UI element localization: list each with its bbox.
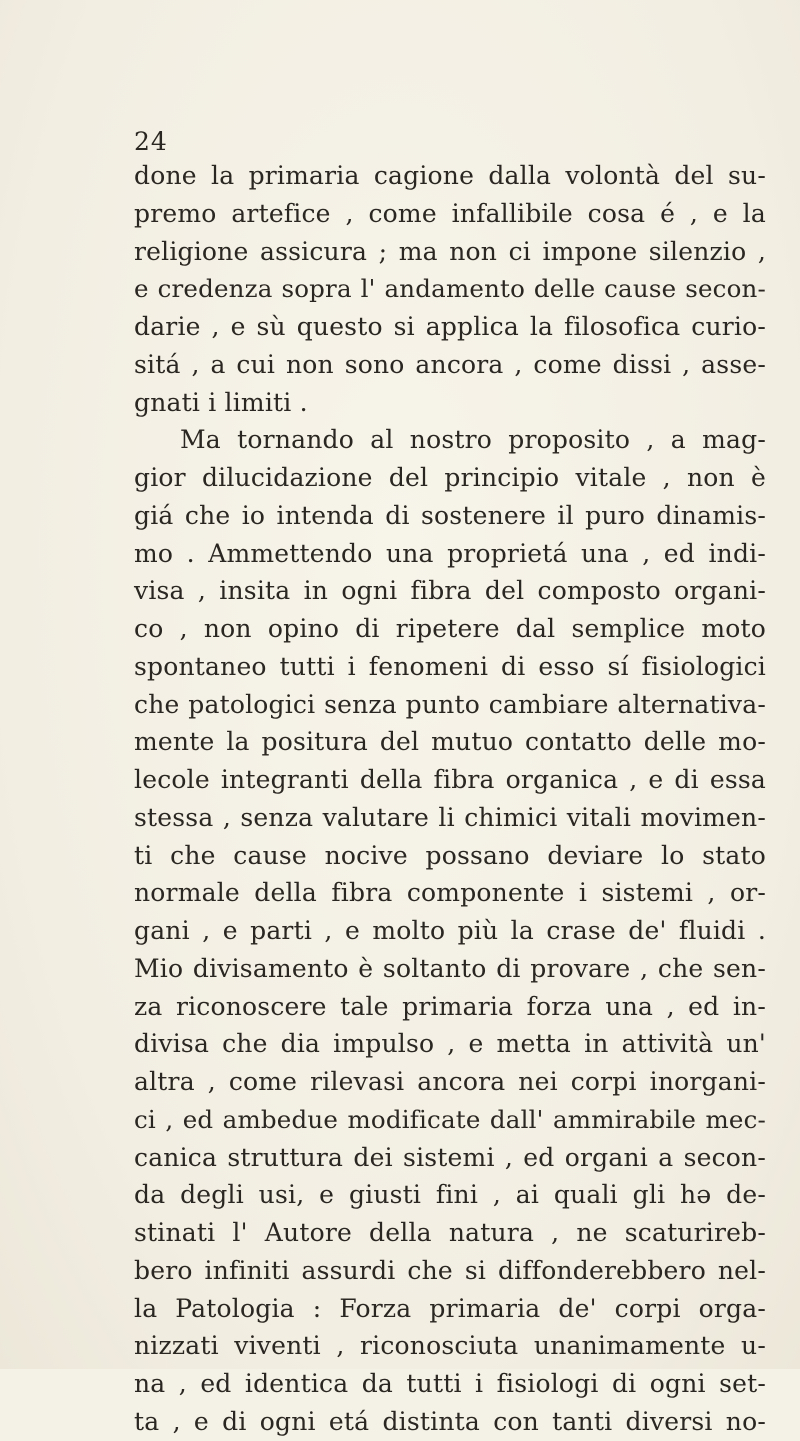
text-line: darie , e sù questo si applica la filosofica curio- xyxy=(134,312,766,341)
text-line: sitá , a cui non sono ancora , come dissi , asse- xyxy=(134,349,766,379)
text-line: ta , e di ogni etá distinta con tanti diversi no- xyxy=(134,1406,766,1436)
page-number: 24 xyxy=(134,127,168,156)
text-line: spontaneo tutti i fenomeni di esso sí fisiologici xyxy=(134,651,766,681)
text-line: ti che cause nocive possano deviare lo stato xyxy=(134,840,766,870)
text-line: normale della fibra componente i sistemi , or- xyxy=(134,878,766,908)
text-line: done la primaria cagione dalla volontà del su- xyxy=(134,161,766,190)
text-line: la Patologia : Forza primaria de' corpi orga- xyxy=(134,1293,766,1323)
text-line: bero infiniti assurdi che si diffonderebbero nel- xyxy=(134,1255,766,1285)
text-line: za riconoscere tale primaria forza una , ed in- xyxy=(134,991,766,1021)
text-line: ci , ed ambedue modificate dall' ammirabile mec- xyxy=(134,1104,766,1134)
text-line: divisa che dia impulso , e metta in attività un' xyxy=(134,1029,766,1059)
text-line: gior dilucidazione del principio vitale , non è xyxy=(134,463,766,492)
text-line: na , ed identica da tutti i fisiologi di ogni set- xyxy=(134,1369,766,1398)
text-line: premo artefice , come infallibile cosa é , e la xyxy=(134,198,766,228)
text-line: giá che io intenda di sostenere il puro dinamis- xyxy=(134,500,766,530)
text-line: visa , insita in ogni fibra del composto organi- xyxy=(134,576,766,606)
text-line: mente la positura del mutuo contatto delle mo- xyxy=(134,727,766,757)
text-line: stessa , senza valutare li chimici vitali movimen- xyxy=(134,802,766,832)
text-line: co , non opino di ripetere dal semplice moto xyxy=(134,614,766,643)
text-line: stinati l' Autore della natura , ne scaturireb- xyxy=(134,1218,766,1247)
text-line: lecole integranti della fibra organica , e di essa xyxy=(134,765,766,794)
text-line: nizzati viventi , riconosciuta unanimamente u- xyxy=(134,1331,766,1361)
text-line: e credenza sopra l' andamento delle cause secon- xyxy=(134,274,766,304)
text-line: mo . Ammettendo una proprietá una , ed indi- xyxy=(134,538,766,568)
body-text xyxy=(134,157,766,1441)
paragraph-start-line: Ma tornando al nostro proposito , a mag- xyxy=(180,425,766,455)
text-line: gani , e parti , e molto più la crase de' fluidi . xyxy=(134,916,766,945)
text-line: canica struttura dei sistemi , ed organi a secon- xyxy=(134,1142,766,1172)
text-line: gnati i limiti . xyxy=(134,387,308,417)
text-line: altra , come rilevasi ancora nei corpi inorgani- xyxy=(134,1067,766,1096)
text-line: da degli usi, e giusti fini , ai quali gli hə de- xyxy=(134,1180,766,1210)
text-line: religione assicura ; ma non ci impone silenzio , xyxy=(134,236,766,266)
text-line: Mio divisamento è soltanto di provare , che sen- xyxy=(134,953,766,983)
text-line: che patologici senza punto cambiare alternativa- xyxy=(134,689,766,719)
